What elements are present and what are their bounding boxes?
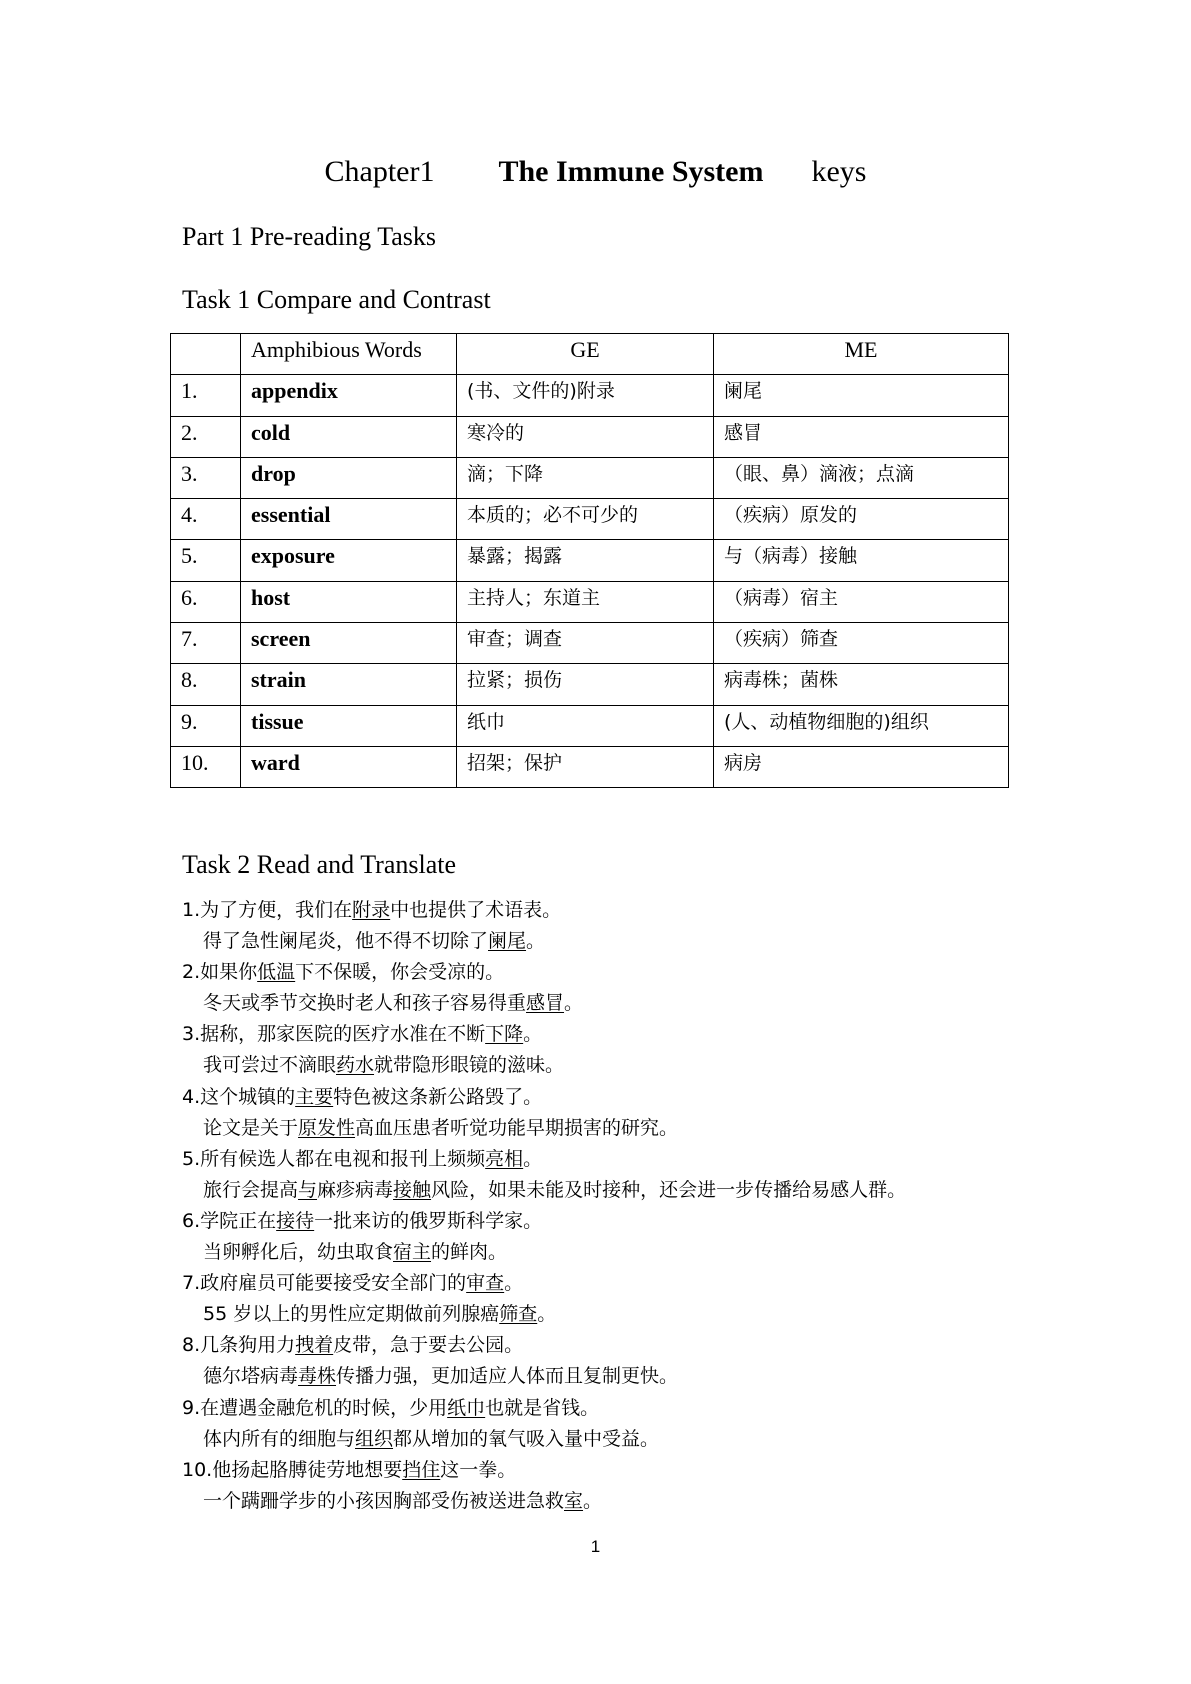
row-word: screen [241, 623, 457, 664]
page-number: 1 [590, 1537, 601, 1556]
sentence-text: 一个蹒跚学步的小孩因胸部受伤被送进急救 [203, 1489, 565, 1512]
sentence-text: 传播力强，更加适应人体而且复制更快。 [336, 1365, 679, 1388]
sentence-text: 政府雇员可能要接受安全部门的 [200, 1272, 467, 1295]
table-row [171, 746, 1009, 787]
key-term: 感冒 [526, 992, 565, 1015]
table-row [171, 499, 1009, 540]
row-ge: 本质的；必不可少的 [457, 499, 714, 540]
sentence-text: 他扬起胳膊徒劳地想要 [212, 1458, 403, 1481]
header-ge: GE [457, 334, 714, 375]
key-term: 与 [298, 1178, 318, 1201]
sentence-text: 学院正在 [200, 1209, 277, 1232]
sentence-text: 德尔塔病毒 [203, 1365, 299, 1388]
row-num: 1. [171, 375, 241, 416]
row-me: 病房 [714, 746, 1009, 787]
key-term: 阑尾 [488, 930, 527, 953]
key-term: 筛查 [499, 1303, 538, 1326]
sentence-text: 麻疹病毒 [317, 1178, 394, 1201]
sentence-text: 。 [504, 1272, 524, 1295]
key-term: 接触 [393, 1178, 432, 1201]
key-term: 接待 [276, 1209, 315, 1232]
sentence-text: 这个城镇的 [200, 1085, 296, 1108]
translation-item [182, 1175, 1042, 1206]
row-me: （疾病）筛查 [714, 623, 1009, 664]
row-num: 9. [171, 705, 241, 746]
key-term: 毒株 [298, 1365, 337, 1388]
translation-item [182, 895, 1042, 926]
translation-item [182, 1361, 1042, 1392]
item-number: 2. [182, 961, 201, 984]
translation-item [182, 1330, 1042, 1361]
translation-item [182, 1237, 1042, 1268]
sentence-text: 这一拳。 [440, 1458, 517, 1481]
translation-item [182, 1299, 1042, 1330]
translation-item [182, 1144, 1042, 1175]
key-term: 原发性 [298, 1116, 356, 1139]
task2-heading: Task 2 Read and Translate [182, 850, 457, 879]
row-me: （眼、鼻）滴液；点滴 [714, 457, 1009, 498]
item-number: 6. [182, 1209, 201, 1232]
row-word: ward [241, 746, 457, 787]
translation-item [182, 1082, 1042, 1113]
item-number: 5. [182, 1147, 201, 1170]
header-word: Amphibious Words [241, 334, 457, 375]
key-term: 审查 [466, 1272, 505, 1295]
chapter-label: Chapter1 [324, 155, 435, 188]
table-header-row [171, 334, 1009, 375]
task1-heading: Task 1 Compare and Contrast [182, 285, 491, 314]
row-num: 7. [171, 623, 241, 664]
row-word: appendix [241, 375, 457, 416]
title-suffix: keys [811, 155, 867, 188]
key-term: 宿主 [393, 1241, 432, 1264]
table-row [171, 705, 1009, 746]
key-term: 挡住 [402, 1458, 441, 1481]
translation-item [182, 957, 1042, 988]
row-num: 10. [171, 746, 241, 787]
sentence-text: 旅行会提高 [203, 1178, 299, 1201]
sentence-text: 。 [564, 992, 584, 1015]
sentence-text: 。 [537, 1303, 557, 1326]
item-number: 8. [182, 1334, 201, 1357]
key-term: 主要 [295, 1085, 334, 1108]
translation-item [182, 1393, 1042, 1424]
row-me: (人、动植物细胞的)组织 [714, 705, 1009, 746]
sentence-text: 在遭遇金融危机的时候，少用 [200, 1396, 448, 1419]
translation-item [182, 1206, 1042, 1237]
row-me: 阑尾 [714, 375, 1009, 416]
item-number: 10. [182, 1458, 213, 1481]
sentence-text: 都从增加的氧气吸入量中受益。 [393, 1427, 660, 1450]
row-word: cold [241, 416, 457, 457]
table-row [171, 540, 1009, 581]
key-term: 附录 [352, 899, 391, 921]
row-word: host [241, 581, 457, 622]
translation-item [182, 1019, 1042, 1050]
row-ge: (书、文件的)附录 [457, 375, 714, 416]
sentence-text: 体内所有的细胞与 [203, 1427, 356, 1450]
sentence-text: 下不保暖，你会受凉的。 [295, 961, 505, 984]
table-row [171, 581, 1009, 622]
row-me: 感冒 [714, 416, 1009, 457]
sentence-text: 当卵孵化后，幼虫取食 [203, 1241, 394, 1264]
sentence-text: 为了方便，我们在 [200, 899, 353, 921]
item-number: 4. [182, 1085, 201, 1108]
row-me: 病毒株；菌株 [714, 664, 1009, 705]
sentence-text: 55 岁以上的男性应定期做前列腺癌 [203, 1303, 500, 1326]
sentence-text: 特色被这条新公路毁了。 [333, 1085, 543, 1108]
sentence-text: 一批来访的俄罗斯科学家。 [314, 1209, 543, 1232]
sentence-text: 几条狗用力 [200, 1334, 296, 1357]
chapter-title: The Immune System [498, 155, 764, 188]
item-number: 3. [182, 1023, 201, 1046]
header-num [171, 334, 241, 375]
sentence-text: 论文是关于 [203, 1116, 299, 1139]
row-num: 6. [171, 581, 241, 622]
row-num: 5. [171, 540, 241, 581]
key-term: 药水 [336, 1054, 375, 1077]
item-number: 1. [182, 899, 201, 921]
key-term: 下降 [485, 1023, 524, 1046]
row-num: 3. [171, 457, 241, 498]
row-me: （病毒）宿主 [714, 581, 1009, 622]
row-num: 4. [171, 499, 241, 540]
row-num: 8. [171, 664, 241, 705]
sentence-text: 所有候选人都在电视和报刊上频频 [200, 1147, 486, 1170]
sentence-text: 的鲜肉。 [431, 1241, 508, 1264]
row-ge: 拉紧；损伤 [457, 664, 714, 705]
translation-item [182, 1268, 1042, 1299]
row-ge: 审查；调查 [457, 623, 714, 664]
row-word: essential [241, 499, 457, 540]
table-row [171, 416, 1009, 457]
row-word: exposure [241, 540, 457, 581]
translation-item [182, 926, 1042, 957]
sentence-text: 。 [526, 930, 546, 953]
sentence-text: 风险，如果未能及时接种，还会进一步传播给易感人群。 [431, 1178, 907, 1201]
row-ge: 寒冷的 [457, 416, 714, 457]
sentence-text: 高血压患者听觉功能早期损害的研究。 [355, 1116, 679, 1139]
item-number: 7. [182, 1272, 201, 1295]
row-ge: 纸巾 [457, 705, 714, 746]
translation-item [182, 1455, 1042, 1486]
sentence-text: 冬天或季节交换时老人和孩子容易得重 [203, 992, 527, 1015]
translation-item [182, 1113, 1042, 1144]
sentence-text: 。 [583, 1489, 603, 1512]
sentence-text: 就带隐形眼镜的滋味。 [374, 1054, 565, 1077]
translation-item [182, 1424, 1042, 1455]
row-word: drop [241, 457, 457, 498]
item-number: 9. [182, 1396, 201, 1419]
table-row [171, 664, 1009, 705]
row-ge: 招架；保护 [457, 746, 714, 787]
row-ge: 滴；下降 [457, 457, 714, 498]
row-me: （疾病）原发的 [714, 499, 1009, 540]
sentence-text: 中也提供了术语表。 [390, 899, 562, 921]
key-term: 纸巾 [447, 1396, 486, 1419]
translation-item [182, 988, 1042, 1019]
translation-list [182, 895, 1042, 1517]
sentence-text: 我可尝过不滴眼 [203, 1054, 337, 1077]
table-row [171, 623, 1009, 664]
key-term: 组织 [355, 1427, 394, 1450]
table-row [171, 375, 1009, 416]
key-term: 室 [564, 1489, 584, 1512]
sentence-text: 皮带，急于要去公园。 [333, 1334, 524, 1357]
table-row [171, 457, 1009, 498]
row-num: 2. [171, 416, 241, 457]
sentence-text: 如果你 [200, 961, 258, 984]
document-title [0, 155, 1191, 189]
sentence-text: 得了急性阑尾炎，他不得不切除了 [203, 930, 489, 953]
sentence-text: 据称，那家医院的医疗水准在不断 [200, 1023, 486, 1046]
part1-heading: Part 1 Pre-reading Tasks [182, 222, 437, 251]
sentence-text: 也就是省钱。 [485, 1396, 600, 1419]
key-term: 低温 [257, 961, 296, 984]
row-ge: 主持人；东道主 [457, 581, 714, 622]
key-term: 拽着 [295, 1334, 334, 1357]
key-term: 亮相 [485, 1147, 524, 1170]
translation-item [182, 1050, 1042, 1081]
row-me: 与（病毒）接触 [714, 540, 1009, 581]
sentence-text: 。 [523, 1147, 543, 1170]
row-ge: 暴露；揭露 [457, 540, 714, 581]
row-word: tissue [241, 705, 457, 746]
translation-item [182, 1486, 1042, 1517]
header-me: ME [714, 334, 1009, 375]
row-word: strain [241, 664, 457, 705]
vocabulary-table [170, 333, 1009, 788]
sentence-text: 。 [523, 1023, 543, 1046]
